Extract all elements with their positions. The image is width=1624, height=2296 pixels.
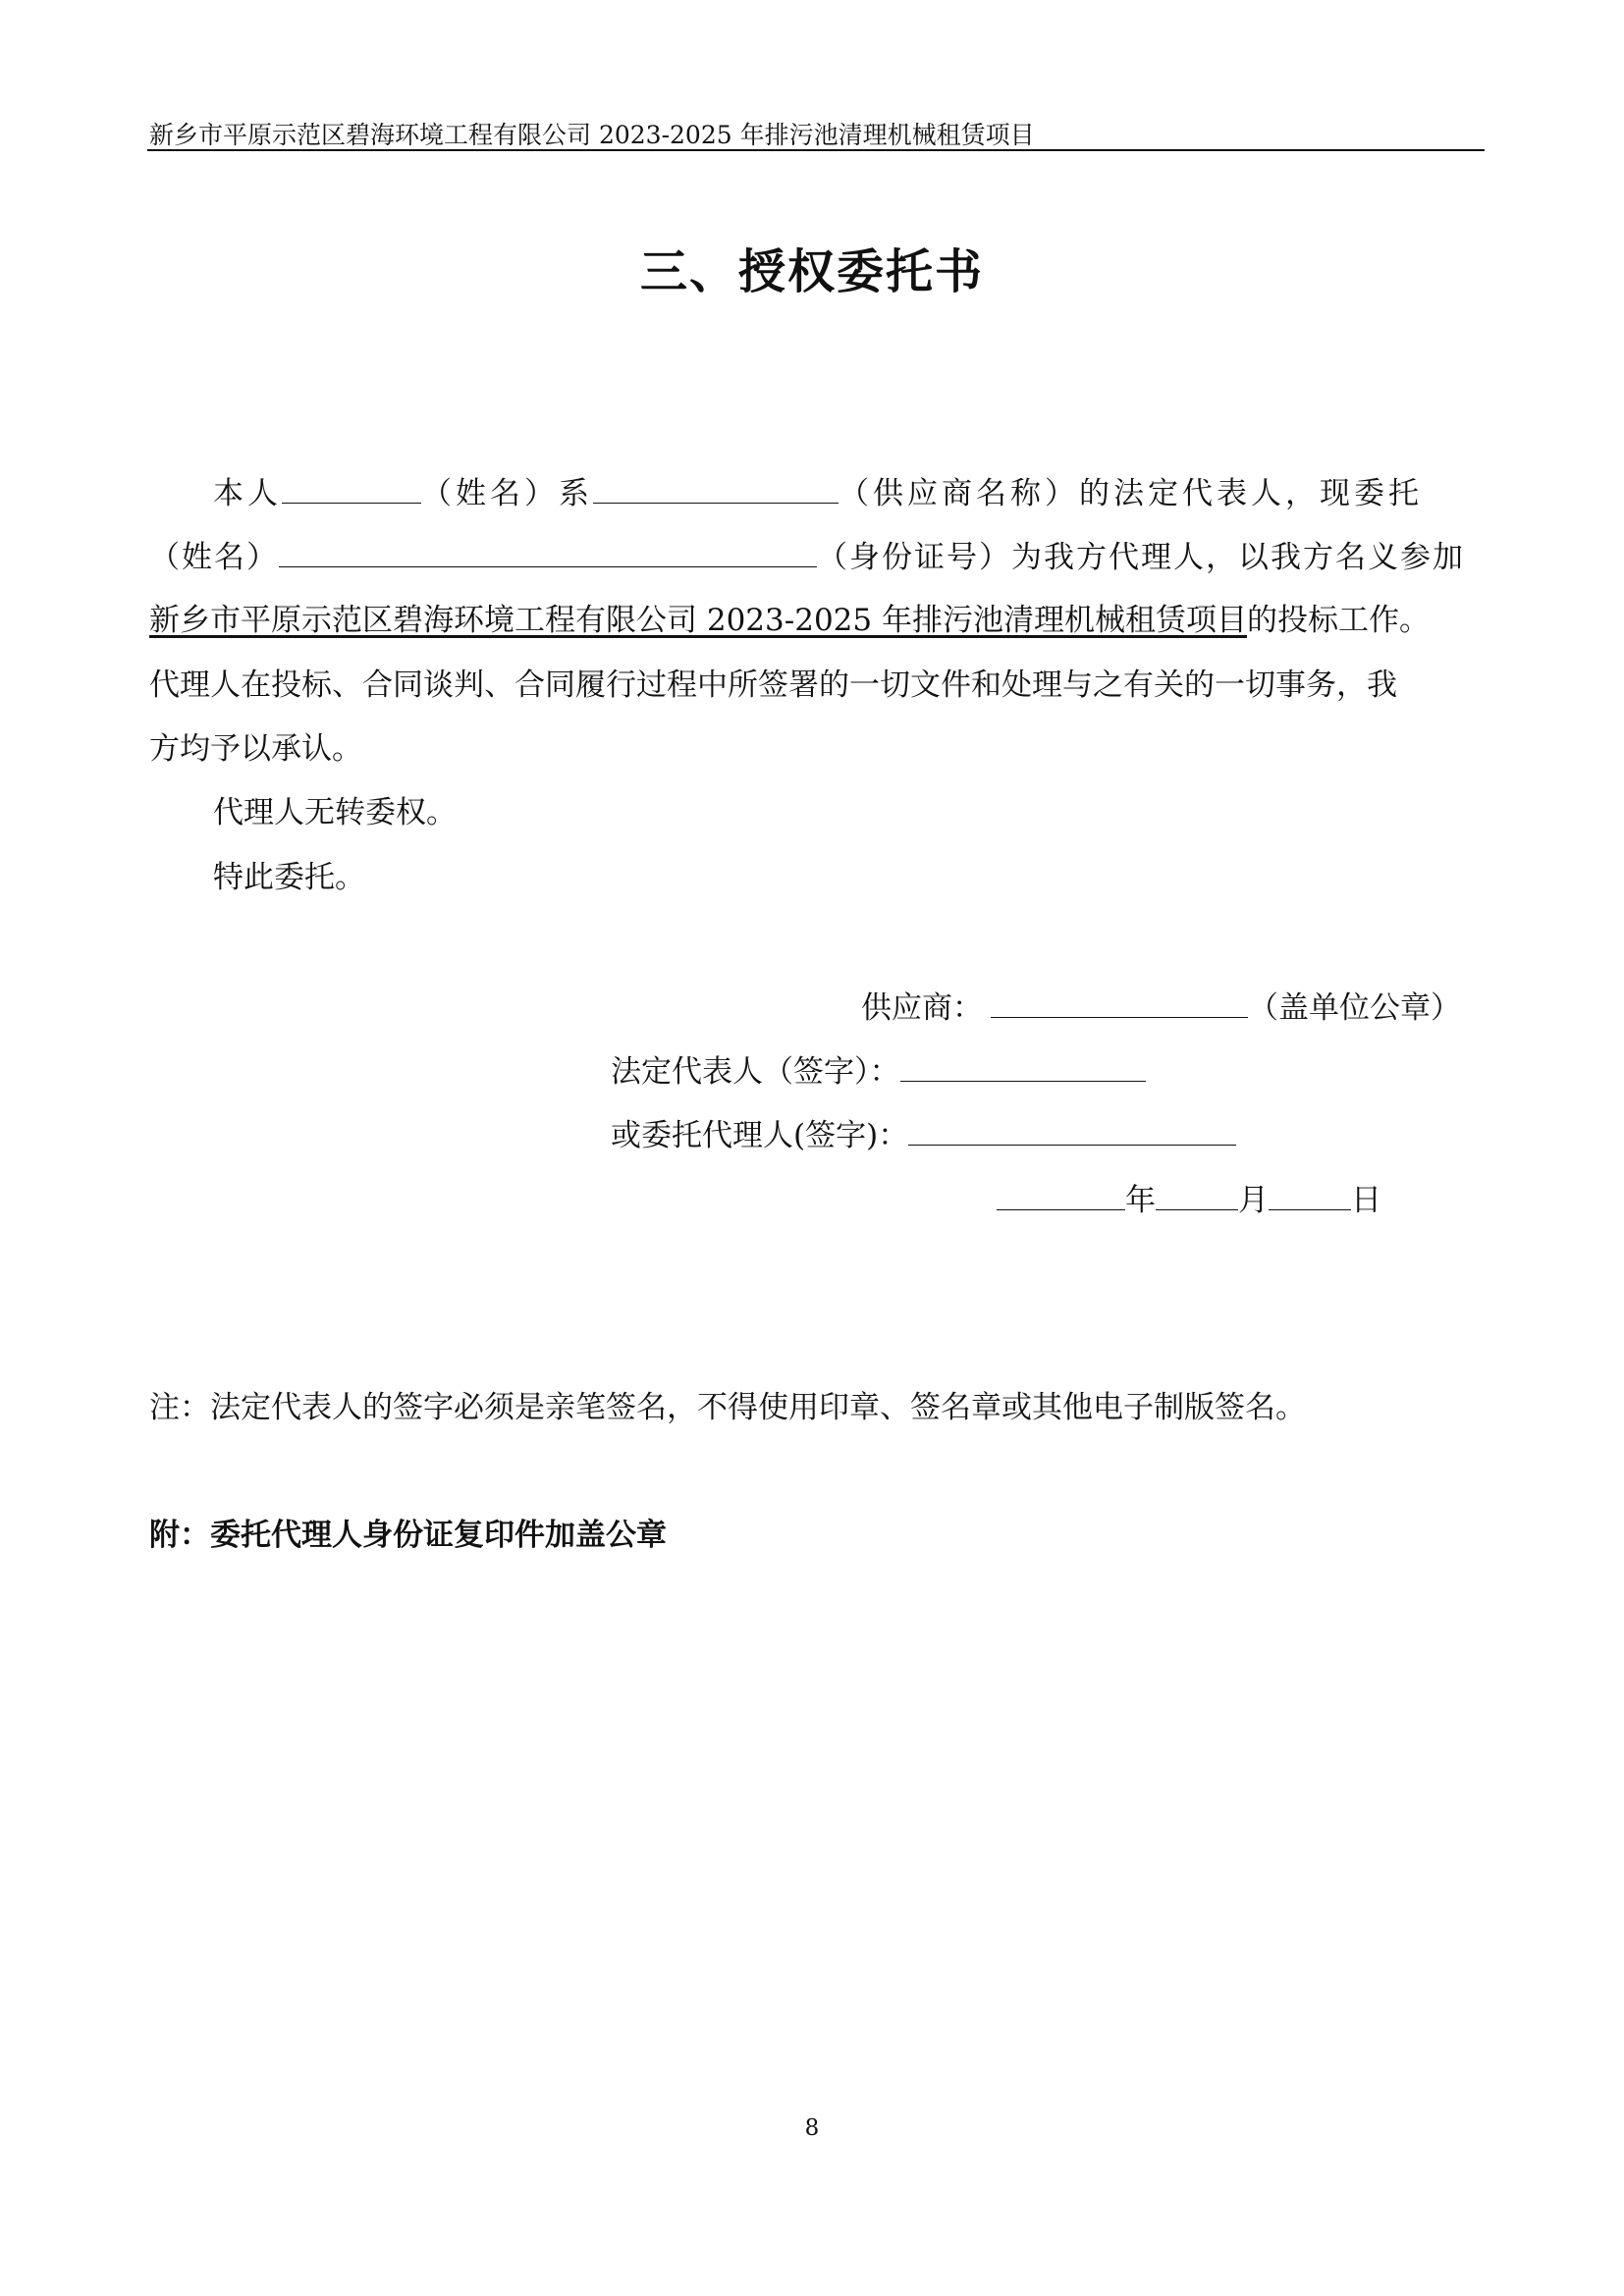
running-header: 新乡市平原示范区碧海环境工程有限公司 2023-2025 年排污池清理机械租赁项目: [149, 121, 1035, 149]
agent-label: 或委托代理人(签字)：: [611, 1118, 909, 1153]
agent-name-blank[interactable]: [279, 537, 817, 567]
signature-note: 注：法定代表人的签字必须是亲笔签名，不得使用印章、签名章或其他电子制版签名。: [149, 1390, 1306, 1425]
month-blank[interactable]: [1156, 1180, 1238, 1210]
seal-note: （盖单位公章）: [1248, 990, 1461, 1026]
body-line-3: [149, 601, 1430, 640]
day-label: 日: [1351, 1183, 1381, 1218]
body-line-5: 方均予以承认。: [149, 731, 362, 767]
header-divider: [147, 149, 1485, 151]
agent-signature-line: [611, 1115, 1236, 1155]
body-paragraph-3: 特此委托。: [213, 860, 365, 895]
text-name-label: （姓名）系: [421, 476, 593, 511]
day-blank[interactable]: [1269, 1180, 1351, 1210]
supplier-label: 供应商：: [861, 990, 983, 1026]
supplier-name-blank[interactable]: [593, 473, 839, 504]
year-label: 年: [1125, 1183, 1156, 1218]
text-id-label: （身份证号）为我方代理人，以我方名义参加: [817, 540, 1465, 575]
supplier-blank[interactable]: [991, 988, 1248, 1018]
body-paragraph-2: 代理人无转委权。: [213, 795, 457, 830]
page-number: 8: [804, 2115, 820, 2141]
body-line-2: [149, 537, 1465, 577]
document-title: 三、授权委托书: [639, 244, 984, 299]
project-name: 新乡市平原示范区碧海环境工程有限公司 2023-2025 年排污池清理机械租赁项目: [149, 603, 1247, 638]
body-line-1: [213, 473, 1423, 513]
legal-rep-blank[interactable]: [900, 1051, 1146, 1082]
body-line-4: 代理人在投标、合同谈判、合同履行过程中所签署的一切文件和处理与之有关的一切事务，我: [149, 667, 1397, 703]
agent-blank[interactable]: [908, 1115, 1236, 1146]
legal-rep-label: 法定代表人（签字）：: [611, 1054, 900, 1090]
legal-rep-signature-line: [611, 1051, 1146, 1092]
text-self: 本人: [213, 476, 282, 511]
month-label: 月: [1238, 1183, 1269, 1218]
date-line: [997, 1180, 1381, 1220]
year-blank[interactable]: [997, 1180, 1125, 1210]
name-blank[interactable]: [282, 473, 421, 504]
attachment-note: 附：委托代理人身份证复印件加盖公章: [149, 1518, 667, 1553]
text-supplier-label: （供应商名称）的法定代表人，现委托: [839, 476, 1423, 511]
text-name-label-2: （姓名）: [149, 540, 279, 575]
text-bid-work: 的投标工作。: [1246, 603, 1430, 638]
supplier-signature-line: [861, 988, 1461, 1028]
